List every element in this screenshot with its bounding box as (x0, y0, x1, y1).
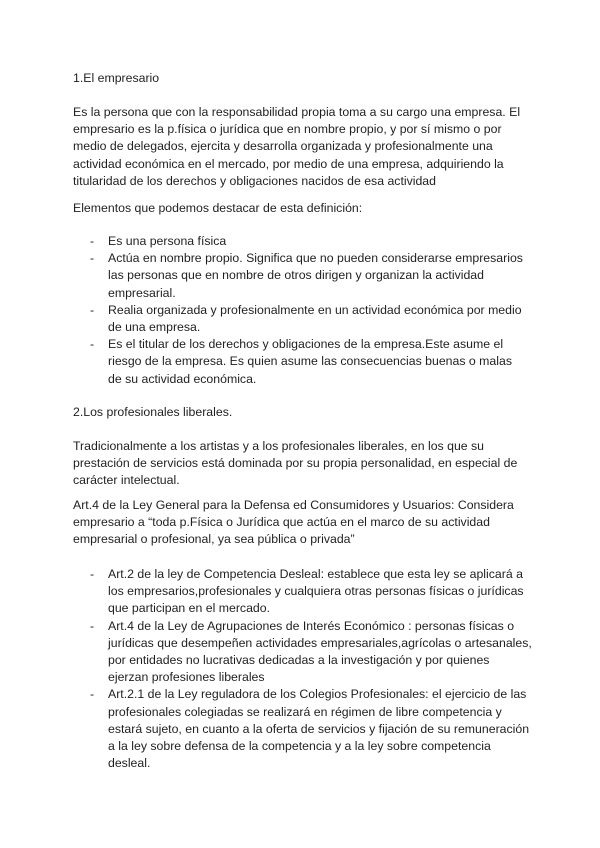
elements-list (90, 233, 528, 388)
list-item: - Es una persona física (108, 233, 528, 250)
profesionales-paragraph: Tradicionalmente a los artistas y a los profesionales liberales, en los que su prestación de servicios está dominada por su propia personalidad, en especial de carácter intelectual. (73, 439, 518, 488)
article-4-consumidores: Art.4 de la Ley General para la Defensa ed Consumidores y Usuarios: Considera empresario a “toda p.Física o Jurídica que actúa en el marco de su actividad empresarial o profesional, ya sea pública o privada” (73, 498, 514, 547)
list-dash: - (90, 337, 95, 352)
list-item: - Art.4 de la Ley de Agrupaciones de Interés Económico : personas físicas o jurídicas que desempeñen actividades empresariales,agrícolas o artesanales, por entidades no lucrativas dedicadas a la investigación y por quienes ejerzan profesiones liberales (90, 618, 532, 685)
section-heading-profesionales: 2.Los profesionales liberales. (73, 405, 233, 419)
list-dash: - (90, 618, 95, 633)
list-dash: - (90, 251, 95, 266)
laws-list (90, 566, 533, 772)
list-dash: - (90, 234, 95, 248)
empresario-definition: Es la persona que con la responsabilidad propia toma a su cargo una empresa. El empresario es la p.física o jurídica que en nombre propio, y por sí mismo o por medio de delegados, ejercita y desarrolla organizada y profesionalmente una actividad económica en el mercado, por medio de una empresa, adquiriendo la titularidad de los derechos y obligaciones nacidos de esa actividad (73, 105, 521, 188)
list-item: - Realia organizada y profesionalmente en un actividad económica por medio de una empresa. (90, 302, 522, 335)
list-item: - Art.2.1 de la Ley reguladora de los Colegios Profesionales: el ejercicio de las profesionales colegiadas se realizará en régimen de libre competencia y estará sujeto, en cuanto a la oferta de servicios y fijación de su remuneración a la ley sobre defensa de la competencia y a la ley sobre competencia desleal. (90, 687, 530, 771)
elements-intro: Elementos que podemos destacar de esta definición: (73, 201, 363, 215)
section-heading-empresario: 1.El empresario (73, 71, 160, 85)
list-dash: - (90, 687, 95, 702)
list-dash: - (90, 567, 95, 581)
list-dash: - (90, 302, 95, 317)
list-item: - Actúa en nombre propio. Significa que no pueden considerarse empresarios las personas que en nombre de otros dirigen y organizan la actividad empresarial. (90, 251, 523, 300)
list-item: - Art.2 de la ley de Competencia Desleal: establece que esta ley se aplicará a los empresarios,profesionales y cualquiera otras personas físicas o jurídicas que participan en el mercado. (90, 567, 524, 616)
list-item: - Es el titular de los derechos y obligaciones de la empresa.Este asume el riesgo de la empresa. Es quien asume las consecuencias buenas o malas de su actividad económica. (90, 337, 512, 386)
